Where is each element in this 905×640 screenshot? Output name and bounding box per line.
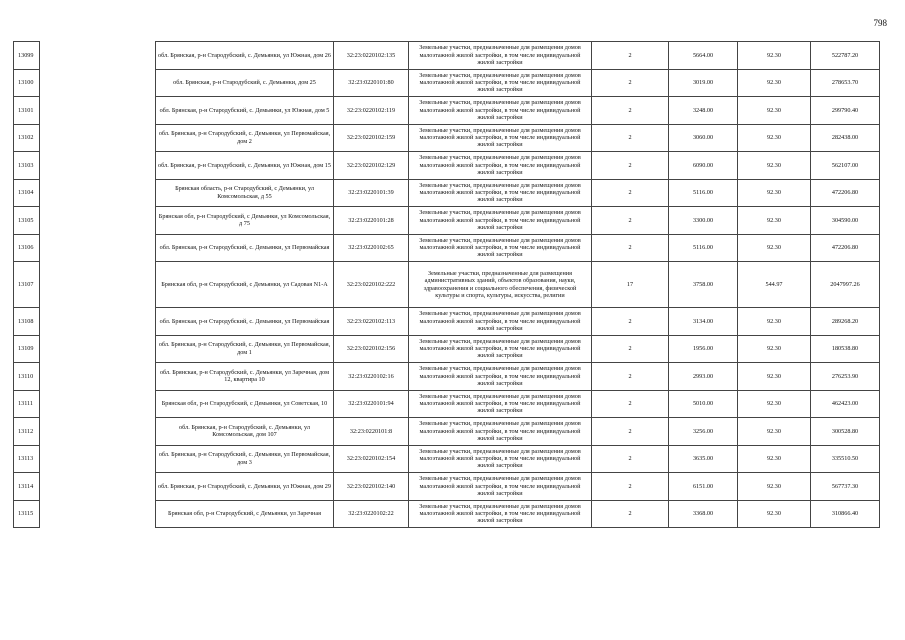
- table-row: [14, 390, 880, 418]
- address-cell: обл. Брянская, р-н Стародубский, с. Демьянки, ул Южная, дом 15: [156, 152, 334, 180]
- cadastral-value-cell: 278653.70: [811, 69, 880, 97]
- address-cell: обл. Брянская, р-н Стародубский, с. Демьянки, ул Первомайская: [156, 234, 334, 262]
- area-cell: 3060.00: [669, 124, 738, 152]
- area-cell: 3134.00: [669, 308, 738, 336]
- table-row: [14, 335, 880, 363]
- rate-cell: 92.30: [738, 445, 811, 473]
- cadastral-number-cell: 32:23:0220102:22: [334, 500, 409, 528]
- land-use-cell: Земельные участки, предназначенные для размещения домов малоэтажной жилой застройки, в том числе индивидуальной жилой застройки: [409, 335, 592, 363]
- cadastral-number-cell: 32:23:0220102:16: [334, 363, 409, 391]
- cadastral-number-cell: 32:23:0220102:140: [334, 473, 409, 501]
- land-use-cell: Земельные участки, предназначенные для размещения административных зданий, объектов образования, науки, здравоохранения и социального обеспечения, физической культуры и спорта, культуры, искусства, религии: [409, 262, 592, 308]
- area-cell: 3300.00: [669, 207, 738, 235]
- group-cell: 2: [592, 363, 669, 391]
- group-cell: 2: [592, 335, 669, 363]
- empty-cell: [40, 262, 156, 308]
- area-cell: 3758.00: [669, 262, 738, 308]
- cadastral-value-cell: 310866.40: [811, 500, 880, 528]
- row-number-cell: 13112: [14, 418, 40, 446]
- empty-cell: [40, 179, 156, 207]
- cadastral-number-cell: 32:23:0220102:156: [334, 335, 409, 363]
- rate-cell: 92.30: [738, 179, 811, 207]
- rate-cell: 92.30: [738, 390, 811, 418]
- empty-cell: [40, 42, 156, 70]
- group-cell: 2: [592, 445, 669, 473]
- empty-cell: [40, 97, 156, 125]
- cadastral-number-cell: 32:23:0220101:39: [334, 179, 409, 207]
- address-cell: Брянская обл, р-н Стародубский, с Демьянки, ул Комсомольская, д 75: [156, 207, 334, 235]
- empty-cell: [40, 207, 156, 235]
- area-cell: 5010.00: [669, 390, 738, 418]
- cadastral-value-cell: 304590.00: [811, 207, 880, 235]
- row-number-cell: 13099: [14, 42, 40, 70]
- cadastral-value-cell: 335510.50: [811, 445, 880, 473]
- group-cell: 2: [592, 473, 669, 501]
- address-cell: Брянская обл, р-н Стародубский, с Демьянки, ул Садовая N1-А: [156, 262, 334, 308]
- rate-cell: 92.30: [738, 42, 811, 70]
- group-cell: 2: [592, 42, 669, 70]
- address-cell: обл. Брянская, р-н Стародубский, с. Демьянки, ул Южная, дом 29: [156, 473, 334, 501]
- empty-cell: [40, 500, 156, 528]
- table-row: [14, 445, 880, 473]
- cadastral-number-cell: 32:23:0220102:159: [334, 124, 409, 152]
- table-row: [14, 363, 880, 391]
- land-use-cell: Земельные участки, предназначенные для размещения домов малоэтажной жилой застройки, в том числе индивидуальной жилой застройки: [409, 308, 592, 336]
- table-row: [14, 262, 880, 308]
- land-use-cell: Земельные участки, предназначенные для размещения домов малоэтажной жилой застройки, в том числе индивидуальной жилой застройки: [409, 363, 592, 391]
- row-number-cell: 13108: [14, 308, 40, 336]
- rate-cell: 92.30: [738, 69, 811, 97]
- group-cell: 2: [592, 500, 669, 528]
- area-cell: 1956.00: [669, 335, 738, 363]
- empty-cell: [40, 69, 156, 97]
- cadastral-number-cell: 32:23:0220102:222: [334, 262, 409, 308]
- empty-cell: [40, 390, 156, 418]
- area-cell: 5664.00: [669, 42, 738, 70]
- table-row: [14, 42, 880, 70]
- table-row: [14, 473, 880, 501]
- cadastral-number-cell: 32:23:0220102:135: [334, 42, 409, 70]
- empty-cell: [40, 445, 156, 473]
- cadastral-value-cell: 567737.30: [811, 473, 880, 501]
- cadastral-value-cell: 282438.00: [811, 124, 880, 152]
- land-use-cell: Земельные участки, предназначенные для размещения домов малоэтажной жилой застройки, в том числе индивидуальной жилой застройки: [409, 69, 592, 97]
- cadastral-value-cell: 462423.00: [811, 390, 880, 418]
- table-row: [14, 69, 880, 97]
- area-cell: 6151.00: [669, 473, 738, 501]
- group-cell: 2: [592, 179, 669, 207]
- table-row: [14, 152, 880, 180]
- empty-cell: [40, 335, 156, 363]
- land-use-cell: Земельные участки, предназначенные для размещения домов малоэтажной жилой застройки, в том числе индивидуальной жилой застройки: [409, 234, 592, 262]
- cadastral-value-cell: 522787.20: [811, 42, 880, 70]
- rate-cell: 92.30: [738, 308, 811, 336]
- table-row: [14, 207, 880, 235]
- empty-cell: [40, 473, 156, 501]
- land-use-cell: Земельные участки, предназначенные для размещения домов малоэтажной жилой застройки, в том числе индивидуальной жилой застройки: [409, 97, 592, 125]
- cadastral-value-cell: 180538.80: [811, 335, 880, 363]
- land-use-cell: Земельные участки, предназначенные для размещения домов малоэтажной жилой застройки, в том числе индивидуальной жилой застройки: [409, 124, 592, 152]
- table-body: [14, 42, 880, 528]
- rate-cell: 544.97: [738, 262, 811, 308]
- land-use-cell: Земельные участки, предназначенные для размещения домов малоэтажной жилой застройки, в том числе индивидуальной жилой застройки: [409, 445, 592, 473]
- address-cell: Брянская обл, р-н Стародубский, с Демьянки, ул Советская, 10: [156, 390, 334, 418]
- rate-cell: 92.30: [738, 500, 811, 528]
- page-number: 798: [873, 18, 887, 28]
- land-use-cell: Земельные участки, предназначенные для размещения домов малоэтажной жилой застройки, в том числе индивидуальной жилой застройки: [409, 500, 592, 528]
- land-use-cell: Земельные участки, предназначенные для размещения домов малоэтажной жилой застройки, в том числе индивидуальной жилой застройки: [409, 473, 592, 501]
- cadastral-value-cell: 299790.40: [811, 97, 880, 125]
- row-number-cell: 13110: [14, 363, 40, 391]
- address-cell: обл. Брянская, р-н Стародубский, с. Демьянки, ул Комсомольская, дом 107: [156, 418, 334, 446]
- address-cell: обл. Брянская, р-н Стародубский, с. Демьянки, ул Первомайская, дом 3: [156, 445, 334, 473]
- row-number-cell: 13106: [14, 234, 40, 262]
- empty-cell: [40, 308, 156, 336]
- cadastral-value-cell: 472206.80: [811, 234, 880, 262]
- table-row: [14, 308, 880, 336]
- address-cell: обл. Брянская, р-н Стародубский, с. Демьянки, ул Южная, дом 26: [156, 42, 334, 70]
- area-cell: 3019.00: [669, 69, 738, 97]
- rate-cell: 92.30: [738, 418, 811, 446]
- address-cell: обл. Брянская, р-н Стародубский, с. Демьянки, ул Первомайская: [156, 308, 334, 336]
- land-use-cell: Земельные участки, предназначенные для размещения домов малоэтажной жилой застройки, в том числе индивидуальной жилой застройки: [409, 152, 592, 180]
- cadastral-value-cell: 289268.20: [811, 308, 880, 336]
- group-cell: 2: [592, 97, 669, 125]
- empty-cell: [40, 418, 156, 446]
- cadastral-value-cell: 472206.80: [811, 179, 880, 207]
- empty-cell: [40, 363, 156, 391]
- group-cell: 2: [592, 308, 669, 336]
- cadastral-number-cell: 32:23:0220101:8: [334, 418, 409, 446]
- land-use-cell: Земельные участки, предназначенные для размещения домов малоэтажной жилой застройки, в том числе индивидуальной жилой застройки: [409, 42, 592, 70]
- land-use-cell: Земельные участки, предназначенные для размещения домов малоэтажной жилой застройки, в том числе индивидуальной жилой застройки: [409, 418, 592, 446]
- cadastral-value-cell: 562107.00: [811, 152, 880, 180]
- cadastral-number-cell: 32:23:0220101:28: [334, 207, 409, 235]
- group-cell: 17: [592, 262, 669, 308]
- address-cell: обл. Брянская, р-н Стародубский, с. Демьянки, ул Первомайская, дом 1: [156, 335, 334, 363]
- row-number-cell: 13101: [14, 97, 40, 125]
- area-cell: 3256.00: [669, 418, 738, 446]
- rate-cell: 92.30: [738, 97, 811, 125]
- address-cell: обл. Брянская, р-н Стародубский, с. Демьянки, дом 25: [156, 69, 334, 97]
- empty-cell: [40, 124, 156, 152]
- row-number-cell: 13113: [14, 445, 40, 473]
- row-number-cell: 13100: [14, 69, 40, 97]
- rate-cell: 92.30: [738, 473, 811, 501]
- row-number-cell: 13104: [14, 179, 40, 207]
- group-cell: 2: [592, 69, 669, 97]
- rate-cell: 92.30: [738, 335, 811, 363]
- table-row: [14, 234, 880, 262]
- rate-cell: 92.30: [738, 207, 811, 235]
- table-row: [14, 124, 880, 152]
- group-cell: 2: [592, 234, 669, 262]
- empty-cell: [40, 152, 156, 180]
- cadastral-number-cell: 32:23:0220102:113: [334, 308, 409, 336]
- rate-cell: 92.30: [738, 363, 811, 391]
- group-cell: 2: [592, 390, 669, 418]
- land-use-cell: Земельные участки, предназначенные для размещения домов малоэтажной жилой застройки, в том числе индивидуальной жилой застройки: [409, 179, 592, 207]
- rate-cell: 92.30: [738, 152, 811, 180]
- table-row: [14, 418, 880, 446]
- rate-cell: 92.30: [738, 234, 811, 262]
- cadastral-value-cell: 300528.80: [811, 418, 880, 446]
- row-number-cell: 13103: [14, 152, 40, 180]
- area-cell: 3368.00: [669, 500, 738, 528]
- cadastral-number-cell: 32:23:0220102:119: [334, 97, 409, 125]
- cadastral-value-table: [13, 41, 880, 528]
- row-number-cell: 13114: [14, 473, 40, 501]
- row-number-cell: 13115: [14, 500, 40, 528]
- area-cell: 5116.00: [669, 179, 738, 207]
- land-use-cell: Земельные участки, предназначенные для размещения домов малоэтажной жилой застройки, в том числе индивидуальной жилой застройки: [409, 390, 592, 418]
- cadastral-number-cell: 32:23:0220102:65: [334, 234, 409, 262]
- address-cell: Брянская обл, р-н Стародубский, с Демьянки, ул Заречная: [156, 500, 334, 528]
- address-cell: обл. Брянская, р-н Стародубский, с. Демьянки, ул Южная, дом 5: [156, 97, 334, 125]
- table-row: [14, 97, 880, 125]
- table-row: [14, 500, 880, 528]
- cadastral-value-cell: 276253.90: [811, 363, 880, 391]
- row-number-cell: 13111: [14, 390, 40, 418]
- row-number-cell: 13107: [14, 262, 40, 308]
- table-row: [14, 179, 880, 207]
- group-cell: 2: [592, 418, 669, 446]
- cadastral-number-cell: 32:23:0220102:154: [334, 445, 409, 473]
- empty-cell: [40, 234, 156, 262]
- row-number-cell: 13109: [14, 335, 40, 363]
- address-cell: обл. Брянская, р-н Стародубский, с. Демьянки, ул Первомайская, дом 2: [156, 124, 334, 152]
- cadastral-number-cell: 32:23:0220101:94: [334, 390, 409, 418]
- address-cell: обл. Брянская, р-н Стародубский, с. Демьянки, ул Заречная, дом 12, квартира 10: [156, 363, 334, 391]
- cadastral-value-cell: 2047997.26: [811, 262, 880, 308]
- group-cell: 2: [592, 124, 669, 152]
- land-use-cell: Земельные участки, предназначенные для размещения домов малоэтажной жилой застройки, в том числе индивидуальной жилой застройки: [409, 207, 592, 235]
- cadastral-number-cell: 32:23:0220102:129: [334, 152, 409, 180]
- row-number-cell: 13102: [14, 124, 40, 152]
- row-number-cell: 13105: [14, 207, 40, 235]
- cadastral-number-cell: 32:23:0220101:80: [334, 69, 409, 97]
- group-cell: 2: [592, 152, 669, 180]
- group-cell: 2: [592, 207, 669, 235]
- area-cell: 6090.00: [669, 152, 738, 180]
- area-cell: 2993.00: [669, 363, 738, 391]
- area-cell: 3635.00: [669, 445, 738, 473]
- address-cell: Брянская область, р-н Стародубский, с Демьянки, ул Комсомольская, д 55: [156, 179, 334, 207]
- rate-cell: 92.30: [738, 124, 811, 152]
- area-cell: 5116.00: [669, 234, 738, 262]
- area-cell: 3248.00: [669, 97, 738, 125]
